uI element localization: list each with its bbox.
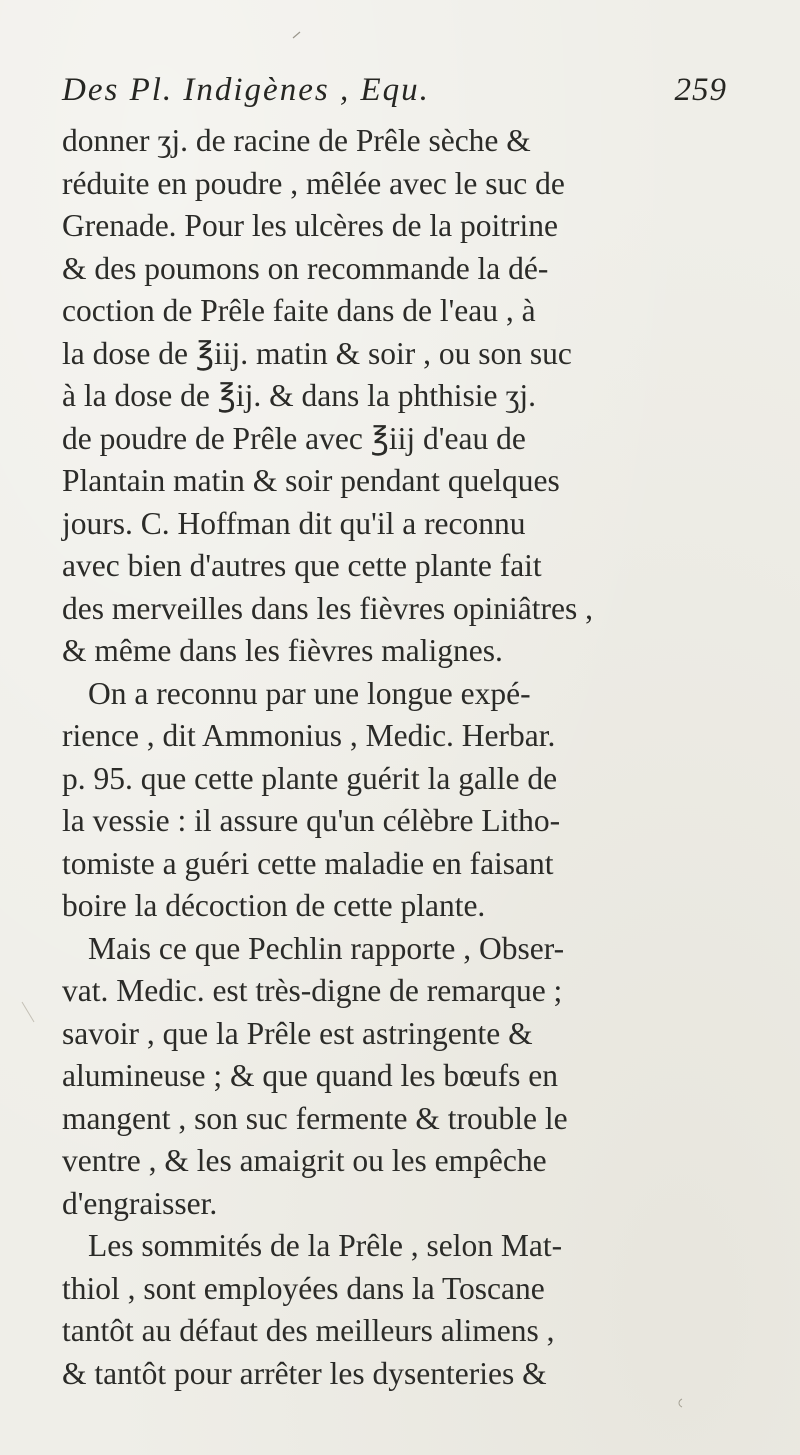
text-line: à la dose de ℥ij. & dans la phthisie ʒj. <box>62 378 536 413</box>
text-line: mangent , son suc fermente & trouble le <box>62 1100 568 1136</box>
page-number: 259 <box>674 72 727 108</box>
text-line: avec bien d'autres que cette plante fait <box>62 548 542 583</box>
text-line: jours. C. Hoffman dit qu'il a reconnu <box>62 505 526 541</box>
page-header <box>62 68 727 114</box>
text-line: Plantain matin & soir pendant quelques <box>62 463 560 498</box>
paragraph-start-line: Mais ce que Pechlin rapporte , Obser- <box>88 930 565 966</box>
paragraph-start-line: Les sommités de la Prêle , selon Mat- <box>88 1228 563 1263</box>
paragraph-start-line: On a reconnu par une longue expé- <box>88 675 531 711</box>
text-line: p. 95. que cette plante guérit la galle de <box>62 760 558 796</box>
text-line: ventre , & les amaigrit ou les empêche <box>62 1143 547 1178</box>
text-line: rience , dit Ammonius , Medic. Herbar. <box>62 718 556 753</box>
text-line: alumineuse ; & que quand les bœufs en <box>62 1058 559 1093</box>
text-line: coction de Prêle faite dans de l'eau , à <box>62 293 536 328</box>
text-line: & même dans les fièvres malignes. <box>62 633 503 668</box>
text-line: de poudre de Prêle avec ℥iij d'eau de <box>62 420 526 456</box>
text-line: réduite en poudre , mêlée avec le suc de <box>62 165 565 201</box>
text-line: d'engraisser. <box>62 1185 218 1221</box>
text-line: la dose de ℥iij. matin & soir , ou son suc <box>62 335 572 371</box>
text-line: & tantôt pour arrêter les dysenteries & <box>62 1355 547 1391</box>
text-line: tantôt au défaut des meilleurs alimens , <box>62 1313 555 1348</box>
text-line: boire la décoction de cette plante. <box>62 888 486 923</box>
paper-speck <box>20 1000 38 1026</box>
text-line: tomiste a guéri cette maladie en faisant <box>62 845 554 881</box>
text-line: & des poumons on recommande la dé- <box>62 250 549 286</box>
running-head: Des Pl. Indigènes , Equ. <box>62 72 430 108</box>
paper-speck <box>292 30 302 40</box>
text-line: donner ʒj. de racine de Prêle sèche & <box>62 123 531 158</box>
body-text <box>62 120 732 1395</box>
paper-speck <box>676 1398 686 1408</box>
text-line: Grenade. Pour les ulcères de la poitrine <box>62 208 558 243</box>
text-line: vat. Medic. est très-digne de remarque ; <box>62 973 563 1008</box>
text-line: savoir , que la Prêle est astringente & <box>62 1015 533 1051</box>
text-line: la vessie : il assure qu'un célèbre Litho- <box>62 803 561 838</box>
text-line: des merveilles dans les fièvres opiniâtres , <box>62 590 593 626</box>
text-line: thiol , sont employées dans la Toscane <box>62 1270 545 1306</box>
